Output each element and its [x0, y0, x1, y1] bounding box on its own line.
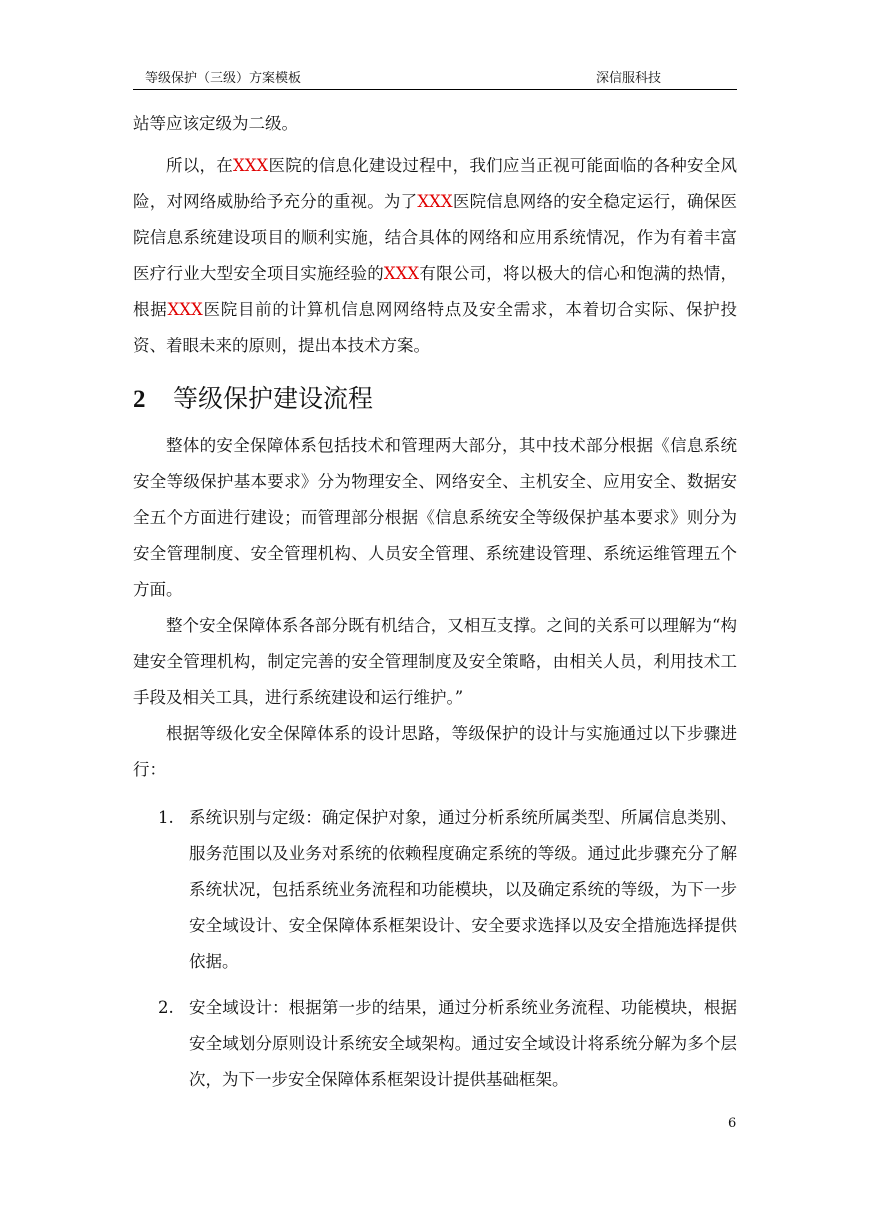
header-document-title: 等级保护（三级）方案模板	[145, 71, 302, 86]
list-item-text: 系统识别与定级：确定保护对象，通过分析系统所属类型、所属信息类别、服务范围以及业务对系统的依赖程度确定系统的等级。通过此步骤充分了解系统状况，包括系统业务流程和功能模块，以及确定系统的等级，为下一步安全域设计、安全保障体系框架设计、安全要求选择以及安全措施选择提供依据。	[189, 808, 737, 971]
paragraph-overview: 整体的安全保障体系包括技术和管理两大部分，其中技术部分根据《信息系统安全等级保护基本要求》分为物理安全、网络安全、主机安全、应用安全、数据安全五个方面进行建设；而管理部分根据《信息系统安全等级保护基本要求》则分为安全管理制度、安全管理机构、人员安全管理、系统建设管理、系统运维管理五个方面。	[133, 436, 737, 599]
list-marker: 1.	[158, 808, 174, 827]
paragraph-continuation: 站等应该定级为二级。	[133, 114, 298, 133]
text-run: 医院目前的计算机信息网网络特点及安全需求，本着切合实际、保护投资、着眼未来的原则，提出本技术方案。	[133, 300, 738, 355]
header-company-name: 深信服科技	[595, 71, 661, 86]
placeholder-highlight: XXX	[417, 192, 453, 211]
paragraph-intro	[133, 148, 737, 364]
text-run: 医院信息网络的安全稳定运行，确保医院信息系统建设项目的顺利实施，结合具体的网络和应用系统情况，作为有着丰富医疗行业大型安全项目实施经验的	[133, 192, 738, 283]
section-title: 等级保护建设流程	[173, 384, 374, 413]
section-number: 2	[133, 386, 146, 413]
list-item-text: 安全域设计：根据第一步的结果，通过分析系统业务流程、功能模块，根据安全域划分原则设计系统安全域架构。通过安全域设计将系统分解为多个层次，为下一步安全保障体系框架设计提供基础框架。	[189, 998, 737, 1089]
text-run: 医院的信息化建设过程中，我们应当正视可能面临的各种安全风险，对网络威胁给予充分的重视。为了	[133, 156, 737, 211]
text-run: 所以，在	[166, 156, 233, 175]
steps-list	[133, 800, 737, 1098]
page-header	[133, 68, 737, 90]
placeholder-highlight: XXX	[167, 300, 203, 319]
list-item	[133, 990, 737, 1098]
text-run: 有限公司，将以极大的信心和饱满的热情，根据	[133, 264, 738, 319]
placeholder-highlight: XXX	[232, 156, 269, 175]
paragraph-relationship: 整个安全保障体系各部分既有机结合，又相互支撑。之间的关系可以理解为“构建安全管理机构，制定完善的安全管理制度及安全策略，由相关人员，利用技术工手段及相关工具，进行系统建设和运行维护。”	[133, 616, 737, 707]
placeholder-highlight: XXX	[383, 264, 420, 283]
list-marker: 2.	[158, 998, 174, 1017]
page-body	[133, 106, 737, 1098]
paragraph-steps-intro: 根据等级化安全保障体系的设计思路，等级保护的设计与实施通过以下步骤进行：	[133, 724, 737, 779]
list-item	[133, 800, 737, 980]
page-number: 6	[728, 1116, 737, 1131]
section-heading	[133, 376, 737, 422]
